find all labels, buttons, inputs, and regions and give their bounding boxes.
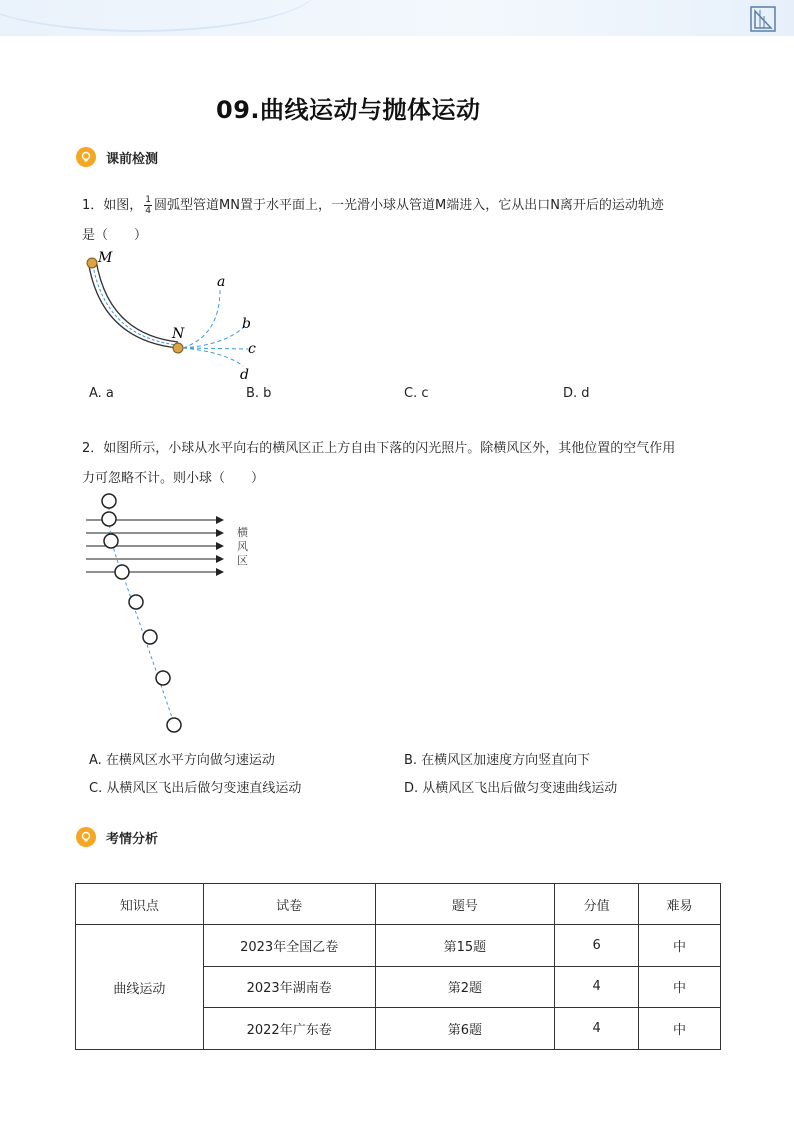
lightbulb-icon (76, 147, 96, 167)
q2-option-c[interactable]: C. 从横风区飞出后做匀变速直线运动 (89, 781, 302, 796)
q1-option-b[interactable]: B. b (246, 386, 272, 401)
question-2-figure (80, 488, 260, 738)
question-text: 圆弧型管道MN置于水平面上，一光滑小球从管道M端进入，它从出口N离开后的运动轨迹 (154, 198, 664, 213)
question-1-figure (80, 250, 270, 390)
label-a: a (217, 274, 226, 290)
question-1-text (82, 191, 722, 251)
label-b: b (242, 316, 251, 332)
score-cell: 4 (555, 966, 639, 1008)
question-text: 如图， (103, 198, 143, 213)
question-text: 力可忽略不计。则小球（ ） (82, 471, 265, 486)
question-cell: 第6题 (375, 1008, 555, 1050)
column-header: 分值 (555, 884, 639, 925)
wind-zone-label-2: 风 (237, 540, 248, 553)
label-d: d (240, 367, 249, 383)
column-header: 题号 (375, 884, 555, 925)
question-cell: 第2题 (375, 966, 555, 1008)
ball-m (87, 258, 97, 268)
column-header: 试卷 (203, 884, 375, 925)
q2-option-b[interactable]: B. 在横风区加速度方向竖直向下 (404, 753, 591, 768)
exam-analysis-table (75, 883, 721, 1050)
q1-option-a[interactable]: A. a (89, 386, 114, 401)
paper-cell: 2023年湖南卷 (203, 966, 375, 1008)
question-number: 1． (82, 198, 104, 213)
section-header-pre-check (76, 147, 158, 167)
header-band (0, 0, 794, 36)
question-cell: 第15题 (375, 925, 555, 967)
wind-zone-label-1: 横 (237, 526, 248, 539)
header-decoration (0, 0, 320, 32)
page-title: 09.曲线运动与抛体运动 (216, 96, 481, 124)
table-row (76, 925, 721, 967)
question-text: 如图所示，小球从水平向右的横风区正上方自由下落的闪光照片。除横风区外，其他位置的空气作用 (103, 441, 676, 456)
section-title: 考情分析 (106, 831, 159, 847)
ball-n (173, 343, 183, 353)
difficulty-cell: 中 (639, 966, 721, 1008)
label-n: N (172, 326, 185, 342)
column-header: 难易 (639, 884, 721, 925)
q1-option-c[interactable]: C. c (404, 386, 429, 401)
score-cell: 4 (555, 1008, 639, 1050)
ruler-triangle-icon (750, 6, 776, 32)
table-header-row (76, 884, 721, 925)
section-title: 课前检测 (106, 151, 159, 167)
question-2-text (82, 434, 722, 494)
label-m: M (98, 250, 113, 266)
paper-cell: 2022年广东卷 (203, 1008, 375, 1050)
q1-option-d[interactable]: D. d (563, 386, 590, 401)
question-text: 是（ ） (82, 228, 148, 243)
topic-cell: 曲线运动 (76, 925, 204, 1050)
column-header: 知识点 (76, 884, 204, 925)
fraction: $\frac{1}{4}$ (145, 195, 152, 216)
difficulty-cell: 中 (639, 1008, 721, 1050)
paper-cell: 2023年全国乙卷 (203, 925, 375, 967)
wind-zone-label-3: 区 (237, 554, 248, 567)
question-number: 2． (82, 441, 104, 456)
score-cell: 6 (555, 925, 639, 967)
label-c: c (248, 341, 256, 357)
difficulty-cell: 中 (639, 925, 721, 967)
lightbulb-icon (76, 827, 96, 847)
section-header-analysis (76, 827, 158, 847)
q2-option-a[interactable]: A. 在横风区水平方向做匀速运动 (89, 753, 275, 768)
q2-option-d[interactable]: D. 从横风区飞出后做匀变速曲线运动 (404, 781, 618, 796)
